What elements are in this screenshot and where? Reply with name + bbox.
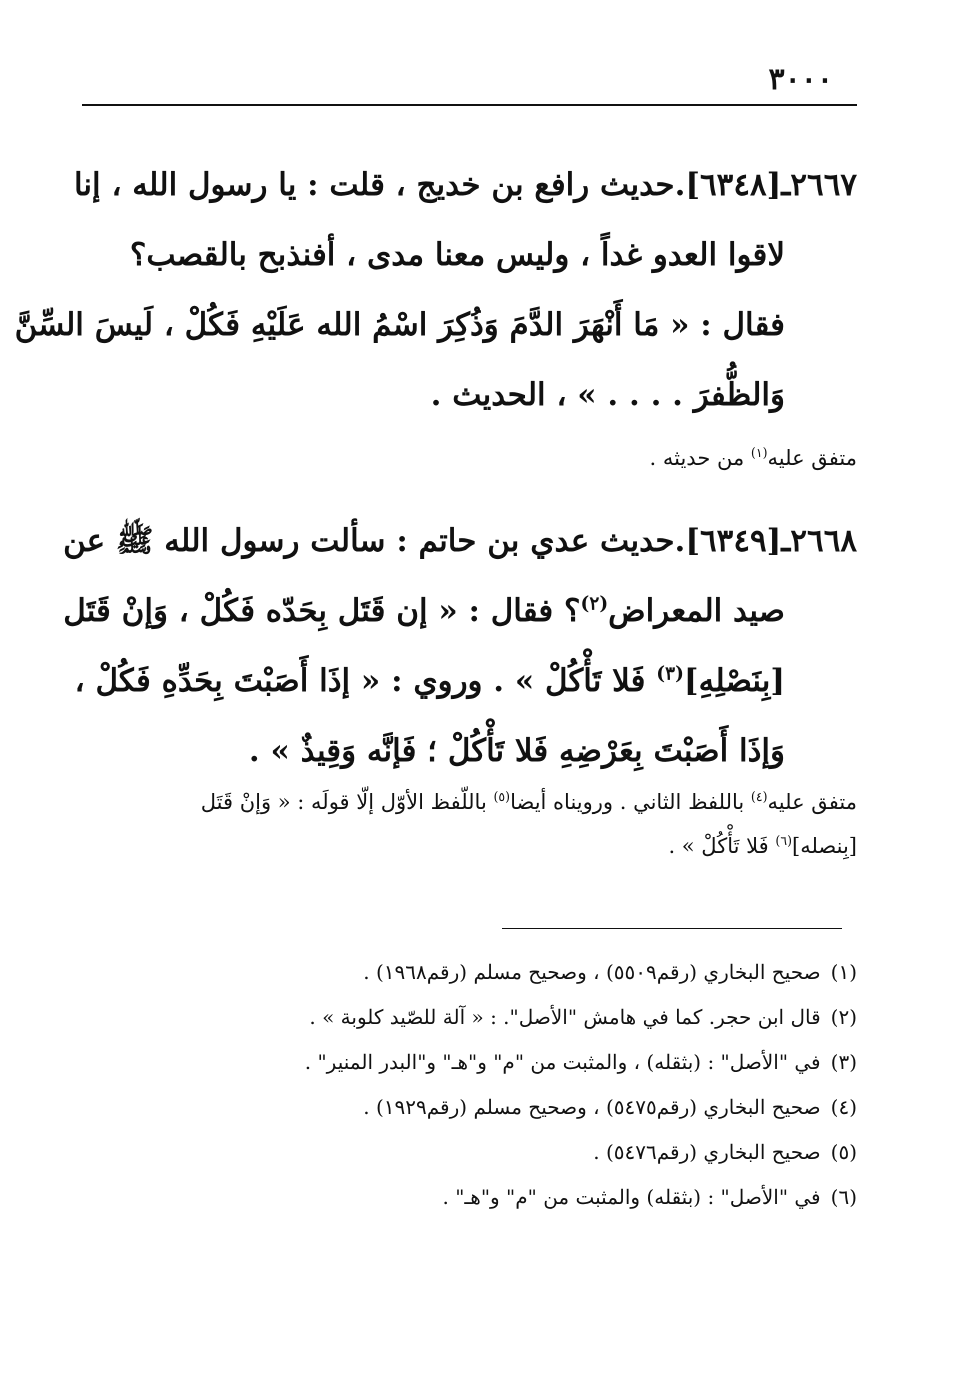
footnote-ref[interactable]: (٦) <box>775 833 792 848</box>
note-line <box>82 780 857 824</box>
hadith-2668 <box>63 506 857 786</box>
footnote-number: (٦) <box>830 1185 857 1209</box>
hadith-line: وَإذَا أَصَبْتَ بِعَرْضِهِ فَلا تَأْكُلْ ؛ فَإنَّه وَقِيذٌ » . <box>248 733 785 769</box>
page-number: ٣٠٠٠ <box>768 62 833 97</box>
note-text: فَلا تَأْكُلْ » . <box>668 834 776 858</box>
footnote-ref[interactable]: (٤) <box>750 789 768 804</box>
footnote-text: صحيح البخاري (رقم٥٥٠٩) ، وصحيح مسلم (رقم١٩٦٨) . <box>363 960 821 984</box>
hadith-text: [بِنَصْلِهِ] <box>683 663 785 699</box>
note-text: متفق عليه <box>767 790 857 814</box>
footnote-number: (٤) <box>830 1095 857 1119</box>
note-text: باللفظ الثاني . ورويناه أيضا <box>510 790 751 814</box>
footnote-item <box>82 995 857 1040</box>
note-text: [بِنصله] <box>792 834 857 858</box>
footnote-item <box>82 1085 857 1130</box>
footnote-item <box>82 1130 857 1175</box>
hadith-line: فقال : « مَا أَنْهَرَ الدَّمَ وَذُكِرَ اسْمُ الله عَلَيْهِ فَكُلْ ، لَيسَ السِّنَّ <box>14 307 785 343</box>
footnote-number: (٣) <box>830 1050 857 1074</box>
footnote-number: (١) <box>830 960 857 984</box>
footnote-text: في "الأصل" : (بثقله) ، والمثبت من "م" و"هـ" و"البدر المنير" . <box>304 1050 821 1074</box>
hadith-line: لاقوا العدو غداً ، وليس معنا مدى ، أفنذبح بالقصب؟ <box>129 237 785 273</box>
footnotes-section <box>82 950 857 1220</box>
footnote-ref[interactable]: (١) <box>750 445 768 460</box>
note-line <box>82 436 857 480</box>
hadith-line: وَالظُّفرَ . . . . » ، الحديث . <box>430 377 785 413</box>
footnote-item <box>82 1175 857 1220</box>
footnote-text: في "الأصل" : (بثقله) والمثبت من "م" و"هـ" . <box>442 1185 821 1209</box>
hadith-line <box>63 576 857 646</box>
hadith-line: ٢٦٦٨ـ[٦٣٤٩].حديث عدي بن حاتم : سألت رسول الله ﷺ عن <box>63 523 857 559</box>
hadith-line <box>74 646 857 716</box>
footnote-item <box>82 950 857 995</box>
hadith-text: ؟ فقال : « إن قَتَل بِحَدّه فَكُلْ ، وَإنْ قَتَل <box>63 593 581 629</box>
hadith-text: صيد المعراض <box>608 593 785 629</box>
footnote-item <box>82 1040 857 1085</box>
footnote-text: قال ابن حجر. كما في هامش "الأصل". : « آلة للصّيد كلوبة » . <box>309 1005 821 1029</box>
hadith-text: فَلا تَأْكُلْ » . وروي : « إذَا أَصَبْتَ بِحَدِّهِ فَكُلْ ، <box>74 663 657 699</box>
footnote-ref[interactable]: (٣) <box>656 663 684 685</box>
footnote-text: صحيح البخاري (رقم٥٤٧٦) . <box>593 1140 821 1164</box>
note-line <box>82 824 857 868</box>
hadith-2667-source-note <box>82 436 857 480</box>
footnote-ref[interactable]: (٢) <box>580 593 609 615</box>
note-text: باللّفظ الأوّل إلّا قولَه : « وَإنْ قَتَل <box>200 790 494 814</box>
footnote-number: (٥) <box>830 1140 857 1164</box>
hadith-2668-source-note <box>82 780 857 868</box>
header-divider <box>82 104 857 106</box>
hadith-line: ٢٦٦٧ـ[٦٣٤٨].حديث رافع بن خديج ، قلت : يا رسول الله ، إنا <box>73 167 857 203</box>
footnote-text: صحيح البخاري (رقم٥٤٧٥) ، وصحيح مسلم (رقم١٩٢٩) . <box>363 1095 821 1119</box>
footnote-ref[interactable]: (٥) <box>493 789 511 804</box>
footnote-number: (٢) <box>830 1005 857 1029</box>
note-text: متفق عليه <box>767 446 857 470</box>
note-text: من حديثه . <box>649 446 751 470</box>
footnote-divider <box>502 928 842 929</box>
hadith-2667 <box>14 150 857 430</box>
